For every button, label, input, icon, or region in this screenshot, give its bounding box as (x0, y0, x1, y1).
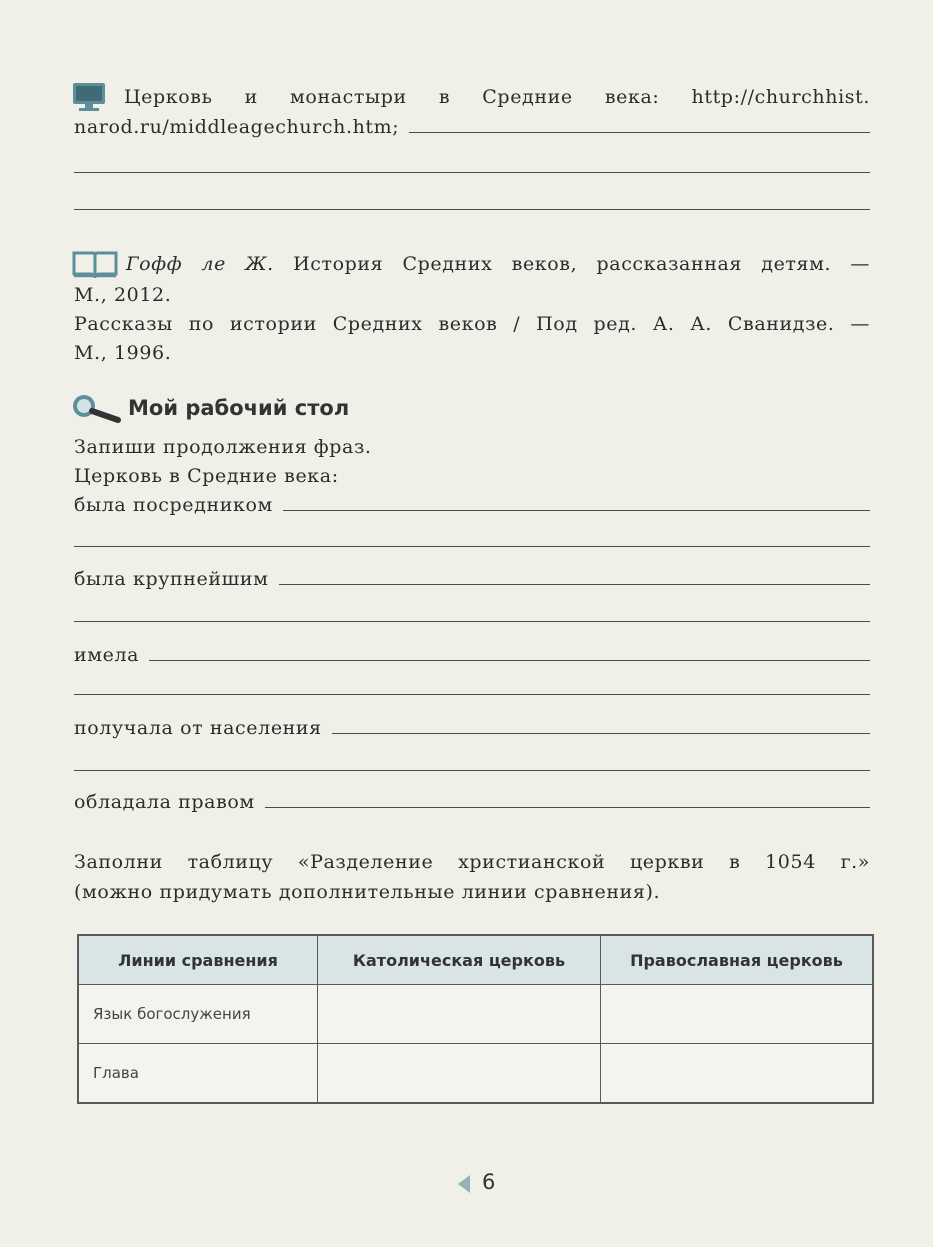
task-instruction: Запиши продолжения фраз. (74, 436, 372, 458)
task-intro: Церковь в Средние века: (74, 465, 339, 487)
triangle-left-icon (457, 1174, 471, 1194)
prompt-2: была крупнейшим (74, 568, 269, 590)
answer-cell[interactable] (318, 985, 601, 1044)
answer-line[interactable] (74, 621, 870, 622)
column-header: Линии сравнения (78, 935, 318, 985)
table-row (78, 1044, 873, 1104)
section-heading: Мой рабочий стол (128, 396, 350, 420)
page-number: 6 (482, 1170, 496, 1194)
prompt-5: обладала правом (74, 791, 255, 813)
row-label: Язык богослужения (78, 985, 318, 1044)
table-task-line-2: (можно придумать дополнительные линии сравнения). (74, 881, 661, 903)
answer-line[interactable] (283, 509, 870, 511)
comparison-table (77, 934, 874, 1104)
answer-line (409, 131, 870, 133)
prompt-4: получала от населения (74, 717, 322, 739)
table-task-line-1: Заполни таблицу «Разделение христианской церкви в 1054 г.» (74, 851, 870, 873)
answer-line[interactable] (265, 806, 870, 808)
answer-line[interactable] (74, 770, 870, 771)
answer-line[interactable] (279, 583, 870, 585)
magnifier-icon (70, 393, 122, 423)
book-icon (72, 250, 118, 278)
computer-icon (72, 82, 106, 112)
answer-line (74, 209, 870, 210)
answer-line (74, 172, 870, 173)
answer-line[interactable] (74, 546, 870, 547)
column-header: Католическая церковь (318, 935, 601, 985)
answer-line[interactable] (74, 694, 870, 695)
answer-cell[interactable] (601, 1044, 874, 1104)
answer-cell[interactable] (318, 1044, 601, 1104)
table-row (78, 985, 873, 1044)
book-2-title: Рассказы по истории Средних веков / Под ред. А. А. Сванидзе. — (74, 313, 870, 335)
book-author: Гофф ле Ж. (126, 253, 274, 275)
answer-line[interactable] (332, 732, 870, 734)
book-1-title: История Средних веков, рассказанная детям. — (293, 253, 870, 275)
column-header: Православная церковь (601, 935, 874, 985)
table-header-row (78, 935, 873, 985)
answer-line[interactable] (149, 659, 870, 661)
row-label: Глава (78, 1044, 318, 1104)
book-2-place: М., 1996. (74, 342, 172, 364)
prompt-3: имела (74, 644, 140, 666)
link-line-2: narod.ru/middleagechurch.htm; (74, 116, 400, 138)
answer-cell[interactable] (601, 985, 874, 1044)
prompt-1: была посредником (74, 494, 273, 516)
link-line-1: Церковь и монастыри в Средние века: http://churchhist. (124, 86, 870, 108)
book-1-place: М., 2012. (74, 284, 172, 306)
